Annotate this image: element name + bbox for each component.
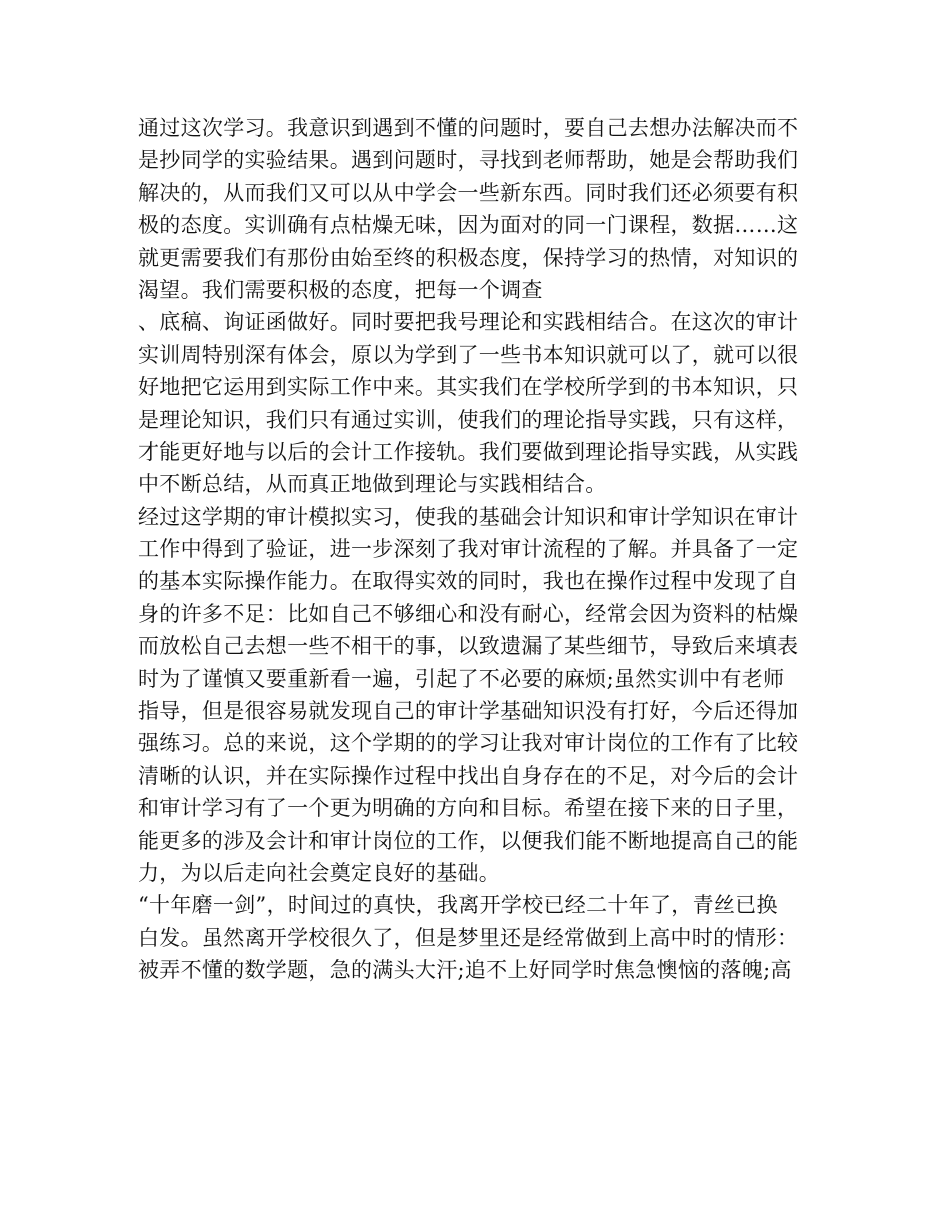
text-line: 解决的，从而我们又可以从中学会一些新东西。同时我们还必须要有积 — [138, 180, 799, 205]
text-line: 渴望。我们需要积极的态度，把每一个调查 — [138, 277, 543, 302]
text-line: 才能更好地与以后的会计工作接轨。我们要做到理论指导实践，从实践 — [138, 439, 799, 464]
text-line: 就更需要我们有那份由始至终的积极态度，保持学习的热情，对知识的 — [138, 245, 799, 270]
text-line: 工作中得到了验证，进一步深刻了我对审计流程的了解。并具备了一定 — [138, 537, 799, 562]
text-line: 、底稿、询证函做好。同时要把我号理论和实践相结合。在这次的审计 — [138, 310, 799, 335]
text-line: 指导，但是很容易就发现自己的审计学基础知识没有打好，今后还得加 — [138, 699, 799, 724]
text-line: 身的许多不足：比如自己不够细心和没有耐心，经常会因为资料的枯燥 — [138, 601, 799, 626]
text-line: 好地把它运用到实际工作中来。其实我们在学校所学到的书本知识，只 — [138, 375, 799, 400]
text-line: 是理论知识，我们只有通过实训，使我们的理论指导实践，只有这样， — [138, 407, 799, 432]
text-line: 通过这次学习。我意识到遇到不懂的问题时，要自己去想办法解决而不 — [138, 116, 799, 140]
text-line: 是抄同学的实验结果。遇到问题时，寻找到老师帮助，她是会帮助我们 — [138, 148, 799, 173]
text-line: 经过这学期的审计模拟实习，使我的基础会计知识和审计学知识在审计 — [138, 504, 799, 529]
text-line: 极的态度。实训确有点枯燥无味，因为面对的同一门课程，数据……这 — [138, 213, 799, 238]
text-line: 强练习。总的来说，这个学期的的学习让我对审计岗位的工作有了比较 — [138, 731, 799, 756]
text-line: 时为了谨慎又要重新看一遍，引起了不必要的麻烦;虽然实训中有老师 — [138, 666, 785, 691]
text-line: 力，为以后走向社会奠定良好的基础。 — [138, 860, 501, 885]
document-body — [138, 112, 818, 987]
text-line: 清晰的认识，并在实际操作过程中找出自身存在的不足，对今后的会计 — [138, 763, 799, 788]
text-line: 被弄不懂的数学题，急的满头大汗;追不上好同学时焦急懊恼的落魄;高 — [138, 958, 792, 983]
text-line: 中不断总结，从而真正地做到理论与实践相结合。 — [138, 472, 607, 497]
text-line: 白发。虽然离开学校很久了，但是梦里还是经常做到上高中时的情形： — [138, 925, 799, 950]
text-line: 的基本实际操作能力。在取得实效的同时，我也在操作过程中发现了自 — [138, 569, 799, 594]
text-line: 和审计学习有了一个更为明确的方向和目标。希望在接下来的日子里， — [138, 796, 799, 821]
text-line: 能更多的涉及会计和审计岗位的工作，以便我们能不断地提高自己的能 — [138, 828, 799, 853]
text-line: “十年磨一剑”，时间过的真快，我离开学校已经二十年了，青丝已换 — [138, 893, 778, 918]
text-line: 而放松自己去想一些不相干的事，以致遗漏了某些细节，导致后来填表 — [138, 634, 799, 659]
text-line: 实训周特别深有体会，原以为学到了一些书本知识就可以了，就可以很 — [138, 342, 799, 367]
